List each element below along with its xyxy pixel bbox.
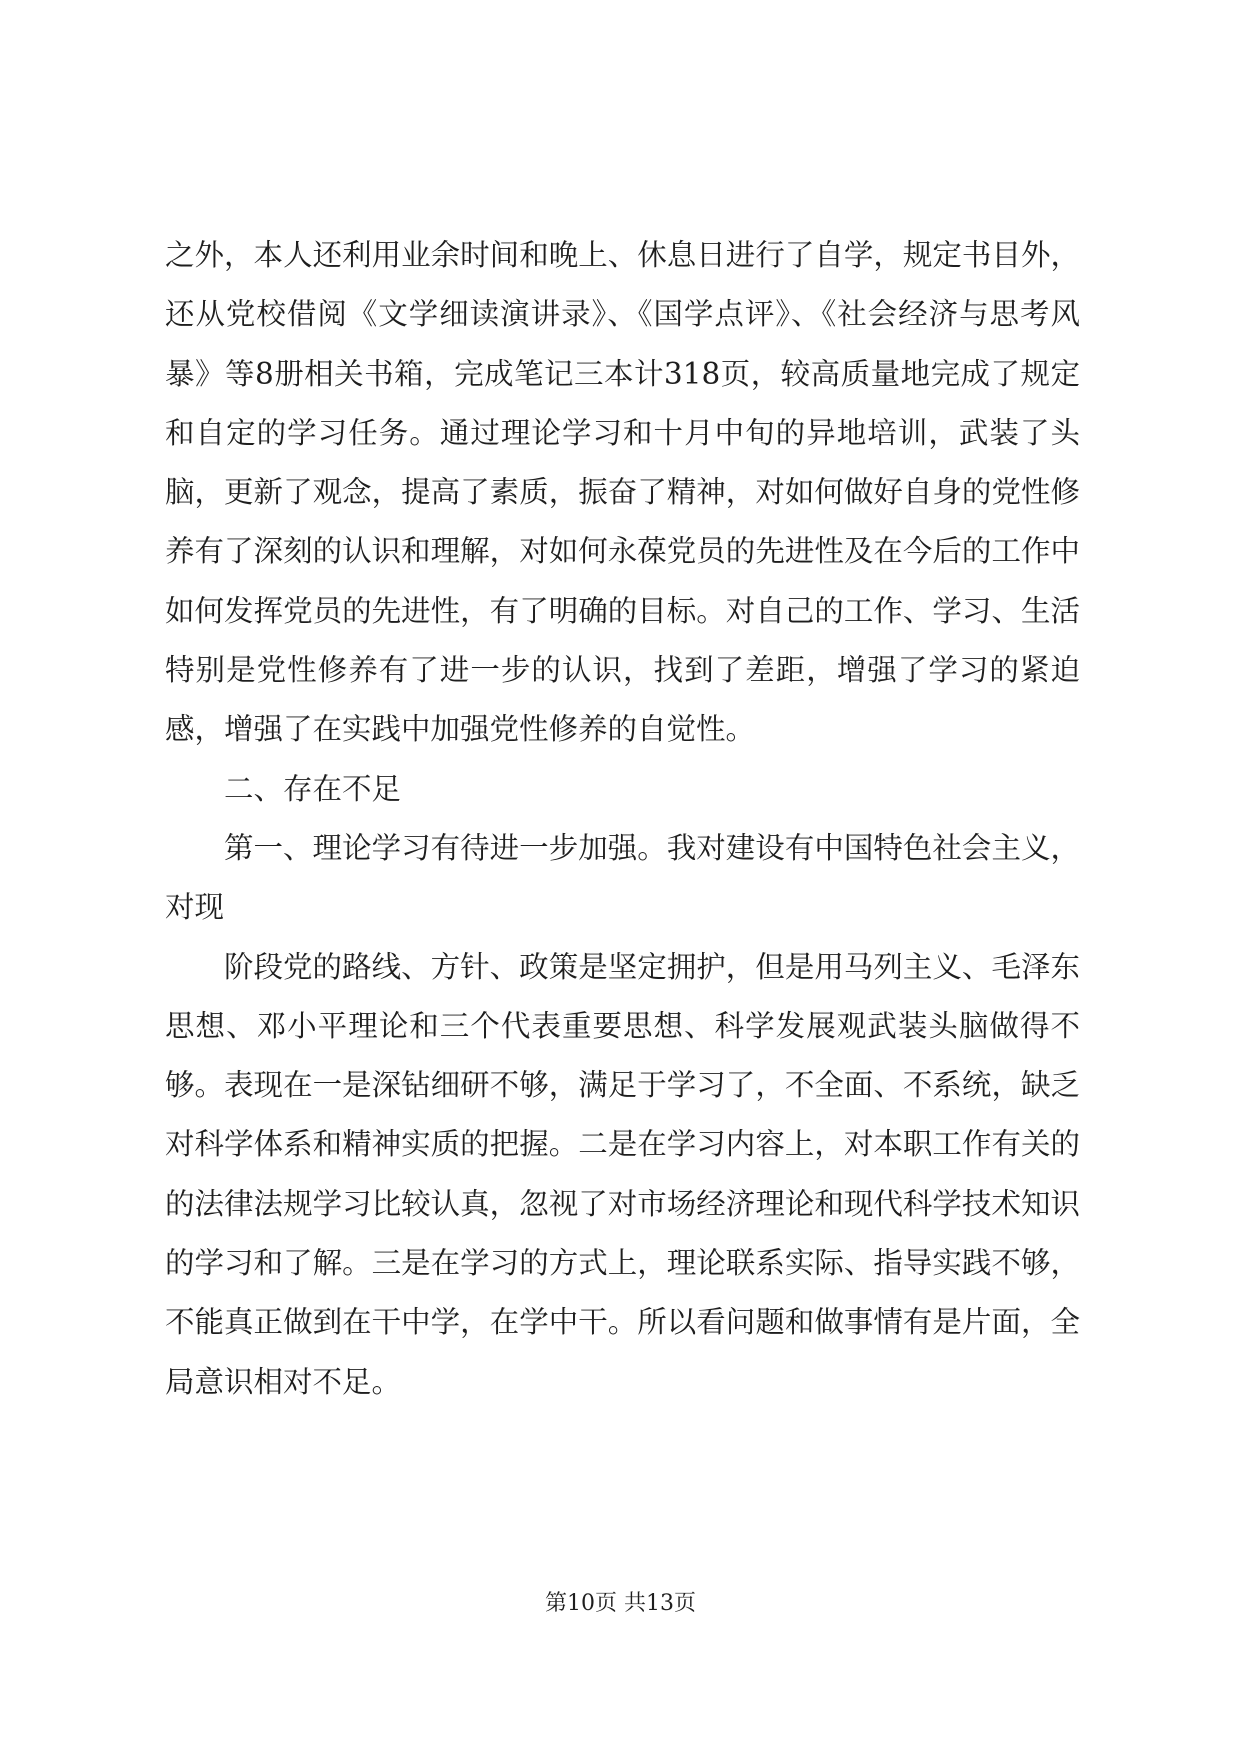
paragraph-continuation: 之外，本人还利用业余时间和晚上、休息日进行了自学，规定书目外，还从党校借阅《文学细读演讲录》、《国学点评》、《社会经济与思考风暴》等8册相关书箱，完成笔记三本计318页，较高质量地完成了规定和自定的学习任务。通过理论学习和十月中旬的异地培训，武装了头脑，更新了观念，提高了素质，振奋了精神，对如何做好自身的党性修养有了深刻的认识和理解，对如何永葆党员的先进性及在今后的工作中如何发挥党员的先进性，有了明确的目标。对自己的工作、学习、生活特别是党性修养有了进一步的认识，找到了差距，增强了学习的紧迫感，增强了在实践中加强党性修养的自觉性。 [165, 238, 1080, 747]
paragraph: 阶段党的路线、方针、政策是坚定拥护，但是用马列主义、毛泽东思想、邓小平理论和三个代表重要思想、科学发展观武装头脑做得不够。表现在一是深钻细研不够，满足于学习了，不全面、不系统，缺乏对科学体系和精神实质的把握。二是在学习内容上，对本职工作有关的的法律法规学习比较认真，忽视了对市场经济理论和现代科学技术知识的学习和了解。三是在学习的方式上，理论联系实际、指导实践不够，不能真正做到在干中学，在学中干。所以看问题和做事情有是片面，全局意识相对不足。 [165, 949, 1080, 1399]
section-heading: 二、存在不足 [224, 771, 402, 806]
paragraph: 第一、理论学习有待进一步加强。我对建设有中国特色社会主义，对现 [165, 830, 1080, 925]
document-body [165, 226, 1080, 1412]
page-number-footer: 第10页 共13页 [545, 1591, 696, 1616]
